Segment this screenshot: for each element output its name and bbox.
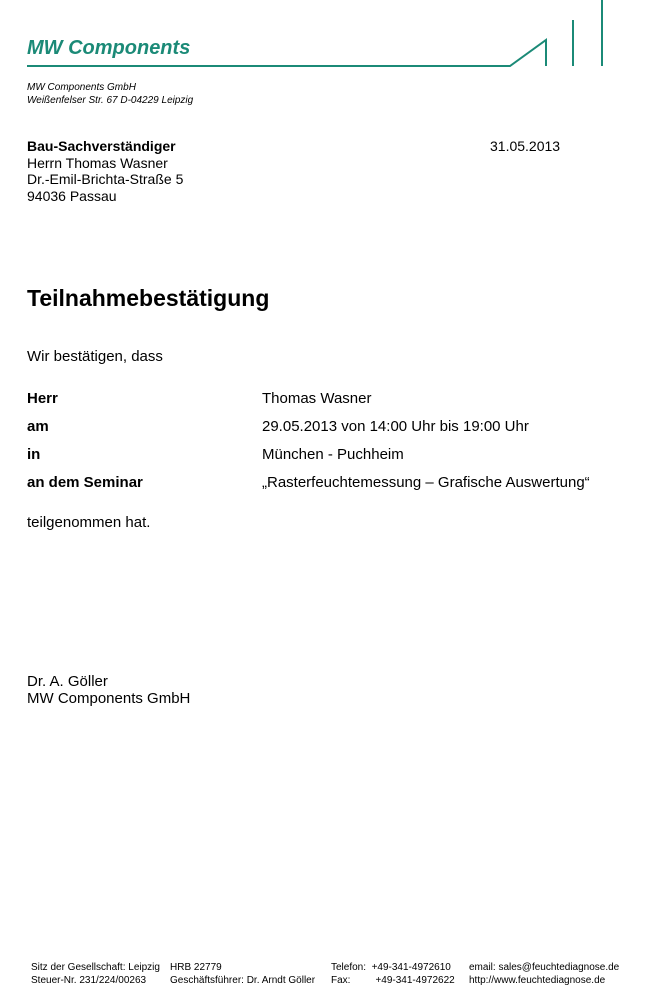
footer-seat: Sitz der Gesellschaft: Leipzig — [31, 962, 160, 973]
signatory-name: Dr. A. Göller — [27, 673, 108, 690]
detail-label: am — [27, 418, 49, 435]
footer-hrb: HRB 22779 — [170, 962, 222, 973]
sender-line-1: MW Components GmbH — [27, 82, 136, 93]
footer-fax: Fax: +49-341-4972622 — [331, 974, 455, 986]
footer-phone-fax — [331, 962, 455, 987]
document-title: Teilnahmebestätigung — [27, 285, 270, 311]
signatory-company: MW Components GmbH — [27, 690, 191, 707]
closing-text: teilgenommen hat. — [27, 514, 151, 531]
company-logo: MW Components — [27, 37, 191, 59]
recipient-street: Dr.-Emil-Brichta-Straße 5 — [27, 171, 184, 187]
recipient-name: Herrn Thomas Wasner — [27, 154, 168, 171]
footer-managing-director: Geschäftsführer: Dr. Arndt Göller — [170, 974, 316, 986]
footer-email[interactable]: email: sales@feuchtediagnose.de — [469, 962, 620, 973]
recipient-title: Bau-Sachverständiger — [27, 138, 176, 154]
sender-address — [27, 81, 193, 107]
detail-label: in — [27, 446, 41, 463]
detail-value: Thomas Wasner — [262, 390, 372, 407]
recipient-city: 94036 Passau — [27, 187, 117, 204]
footer-website-link[interactable]: http://www.feuchtediagnose.de — [469, 974, 606, 986]
detail-label: an dem Seminar — [27, 474, 143, 491]
intro-text: Wir bestätigen, dass — [27, 348, 163, 365]
sender-line-2: Weißenfelser Str. 67 D-04229 Leipzig — [27, 95, 194, 106]
footer-phone: Telefon: +49-341-4972610 — [331, 962, 451, 973]
footer-contact — [469, 962, 619, 987]
detail-label: Herr — [27, 390, 58, 407]
signature-block — [27, 673, 190, 707]
footer-company-info — [31, 962, 160, 987]
footer-tax-number: Steuer-Nr. 231/224/00263 — [31, 974, 147, 986]
letter-date: 31.05.2013 — [490, 138, 561, 154]
detail-value: München - Puchheim — [262, 446, 404, 463]
detail-value: „Rasterfeuchtemessung – Grafische Auswertung“ — [262, 474, 590, 491]
footer-registry — [170, 962, 315, 987]
detail-value: 29.05.2013 von 14:00 Uhr bis 19:00 Uhr — [262, 418, 529, 435]
recipient-address — [27, 138, 183, 204]
